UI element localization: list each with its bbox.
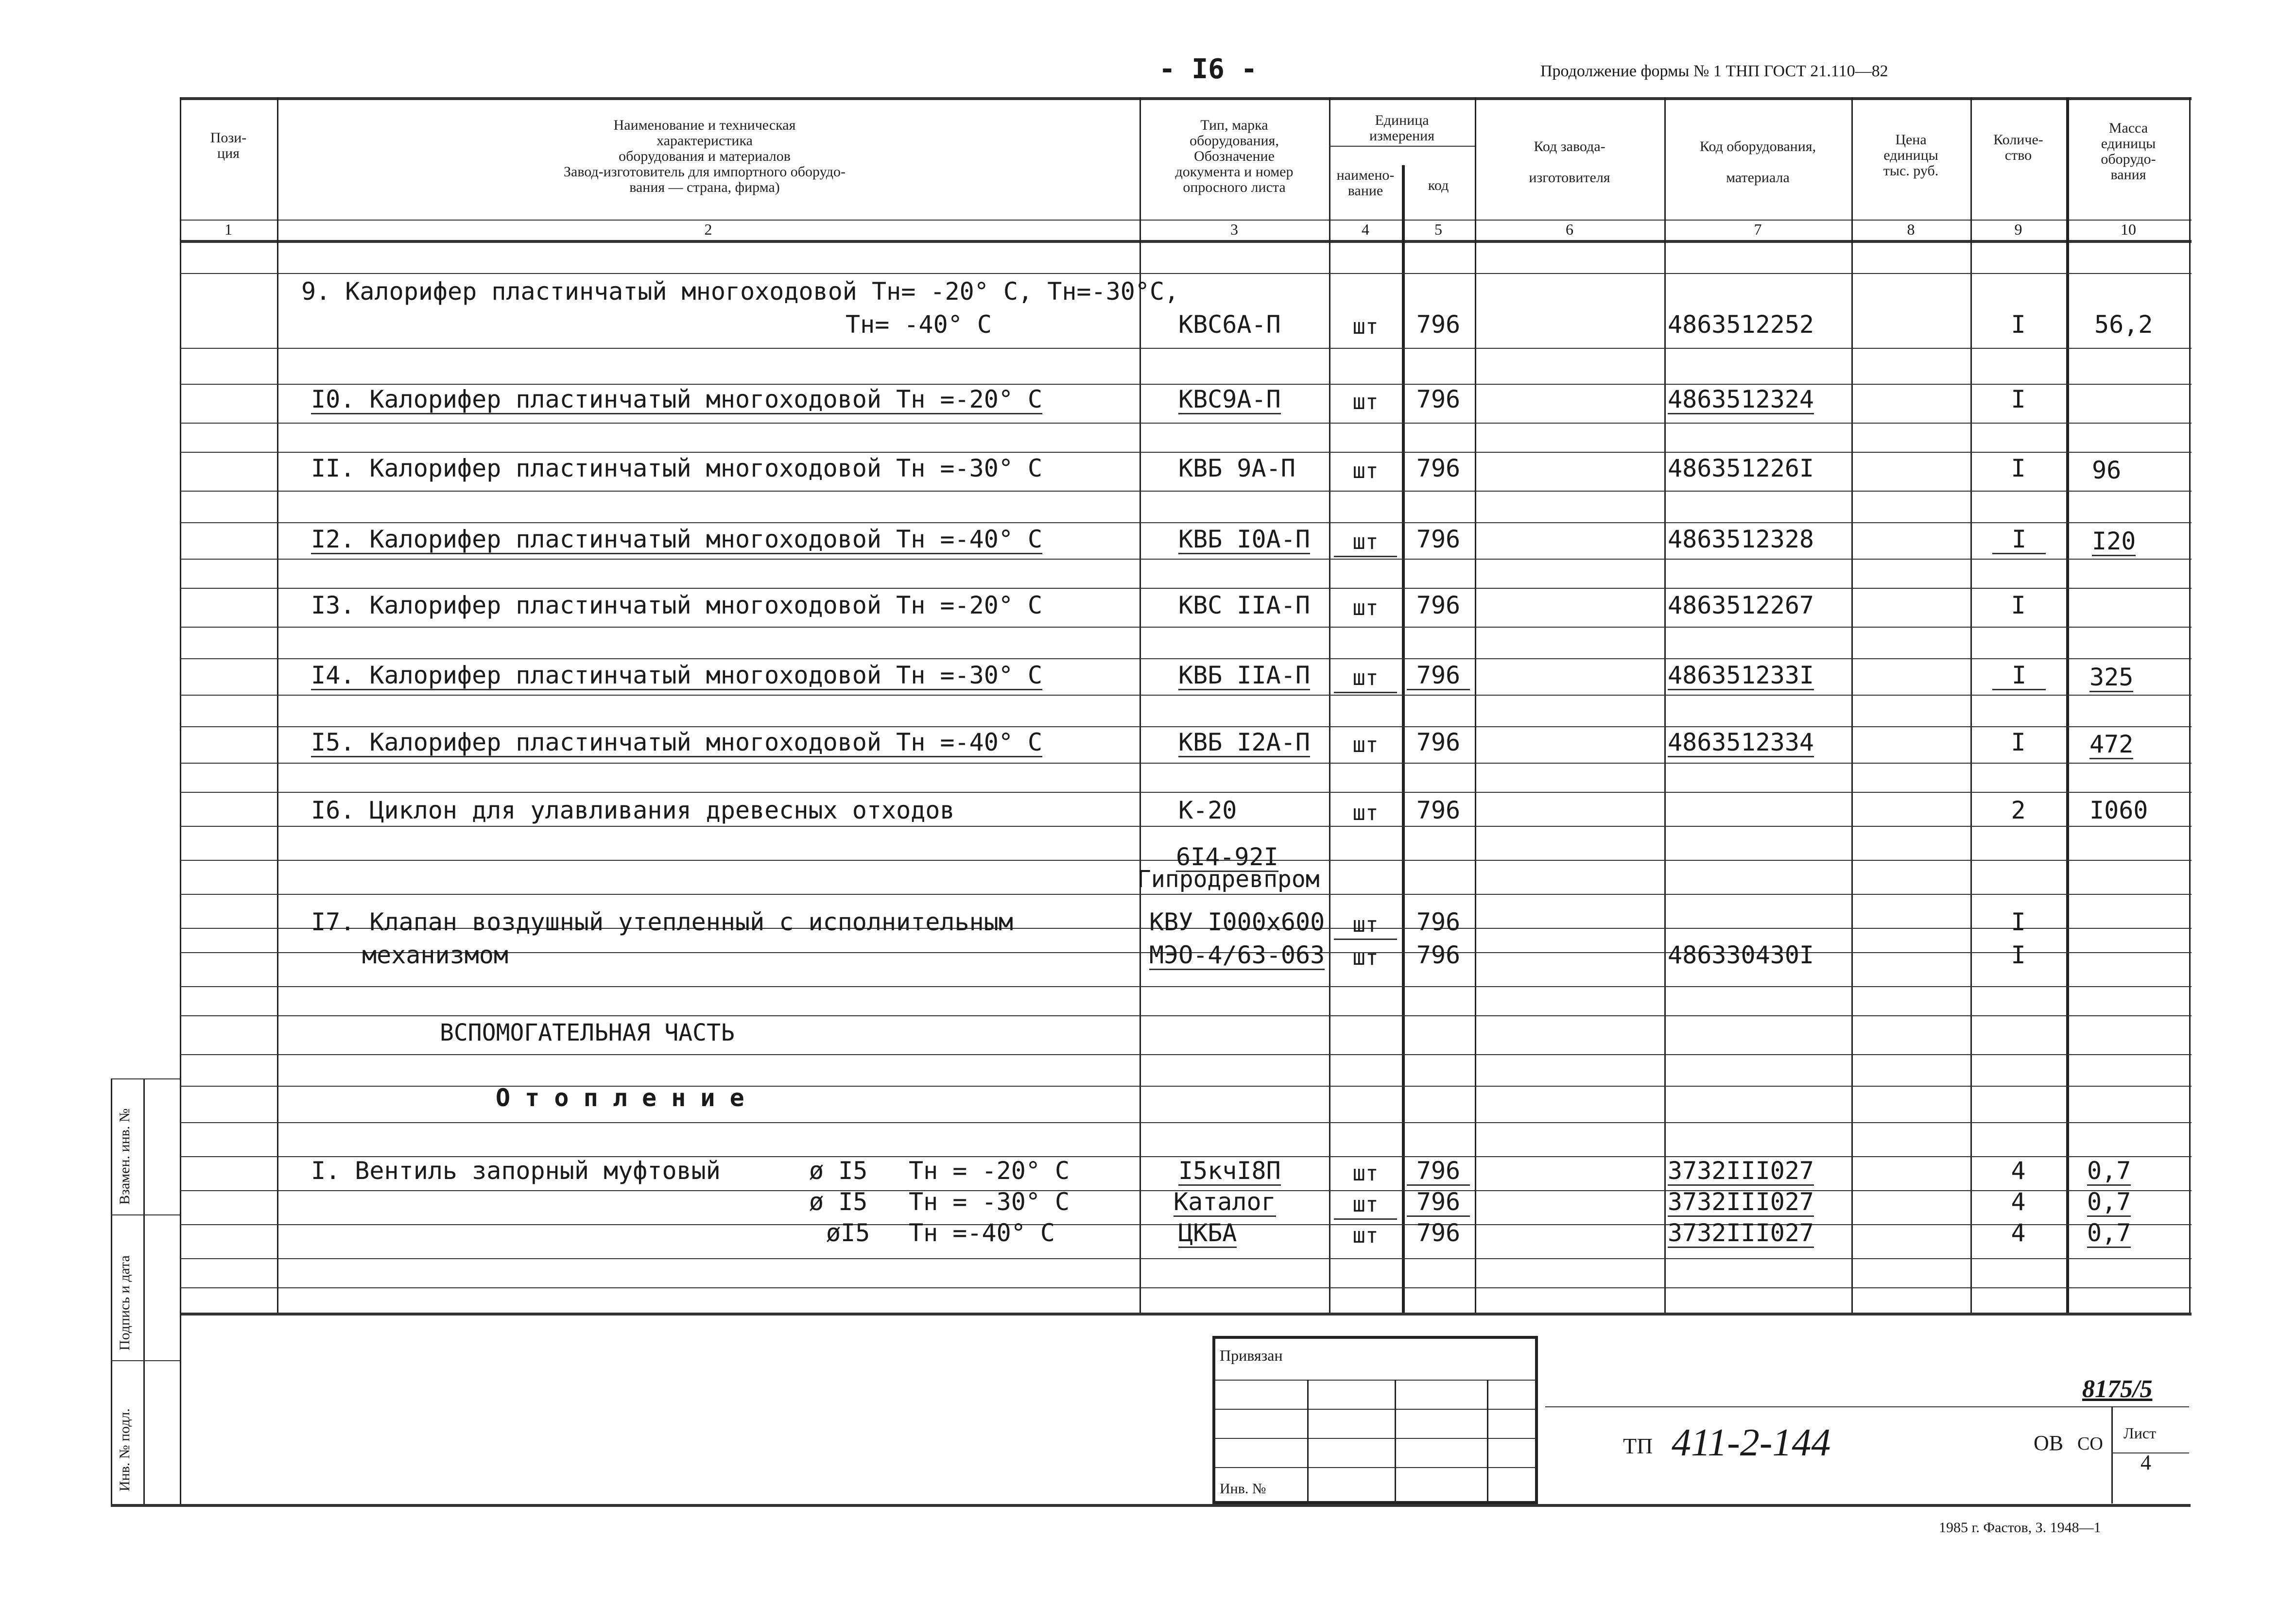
cyclone-doc: 6I4-92I xyxy=(1176,843,1278,871)
row-line xyxy=(180,1122,2192,1123)
row17-qty2: I xyxy=(2011,941,2026,969)
row16-qty: 2 xyxy=(2011,796,2026,824)
col-line-right xyxy=(2189,97,2191,1313)
header-name: Наименование и техническая характеристика оборудования и материалов Завод-изготовитель для импортного оборудо- вания — страна, фирма) xyxy=(564,117,846,195)
row-line xyxy=(180,452,2192,453)
row16-unit: шт xyxy=(1352,801,1379,825)
row14-code: 796 xyxy=(1407,662,1470,690)
vent-equip-1: 3732III027 xyxy=(1668,1157,1814,1185)
header-type: Тип, марка оборудования, Обозначение документа и номер опросного листа xyxy=(1175,117,1294,195)
row14-name: I4. Калорифер пластинчатый многоходовой Тн =-30° С xyxy=(311,661,1043,689)
table-bottom-border xyxy=(180,1313,2192,1316)
colnum-8: 8 xyxy=(1907,221,1915,238)
row-line xyxy=(180,627,2192,628)
row16-type: К-20 xyxy=(1178,796,1237,824)
row11-name: II. Калорифер пластинчатый многоходовой Тн =-30° С xyxy=(311,454,1043,482)
row10-code: 796 xyxy=(1416,385,1461,413)
row16-mass: I060 xyxy=(2089,796,2148,824)
colnum-3: 3 xyxy=(1230,221,1238,238)
colnum-9: 9 xyxy=(2014,221,2022,238)
colnum-6: 6 xyxy=(1566,221,1573,238)
vent-qty-3: 4 xyxy=(2011,1219,2026,1247)
vent-unit-3: шт xyxy=(1352,1223,1379,1248)
bound-stamp-col xyxy=(1487,1380,1488,1501)
row-line xyxy=(180,726,2192,727)
row-line xyxy=(180,1086,2192,1087)
col-line-left xyxy=(180,97,181,1504)
row10-name: I0. Калорифер пластинчатый многоходовой Тн =-20° С xyxy=(311,385,1043,413)
row9-name-line1: 9. Калорифер пластинчатый многоходовой Тн= -20° С, Тн=-30°С, xyxy=(301,277,1179,306)
row-line xyxy=(180,1015,2192,1016)
row12-type: КВБ I0А-П xyxy=(1178,525,1310,553)
side-stamp-mid xyxy=(143,1078,145,1504)
row15-name: I5. Калорифер пластинчатый многоходовой Тн =-40° С xyxy=(311,728,1043,756)
header-unit-code: код xyxy=(1428,177,1449,193)
row13-qty: I xyxy=(2011,591,2026,619)
row15-qty: I xyxy=(2011,728,2026,756)
row-line xyxy=(180,792,2192,793)
row12-equip: 4863512328 xyxy=(1668,525,1814,553)
vent-type-1: I5кчI8П xyxy=(1178,1157,1281,1185)
header-quantity: Количе- ство xyxy=(1993,132,2043,163)
title-block-top xyxy=(1545,1406,2189,1407)
row-line xyxy=(180,986,2192,987)
row12-code: 796 xyxy=(1416,525,1461,553)
row15-code: 796 xyxy=(1416,728,1461,756)
row13-equip: 4863512267 xyxy=(1668,591,1814,619)
header-position: Пози- ция xyxy=(210,130,247,161)
side-label-signature: Подпись и дата xyxy=(117,1255,133,1350)
row-line xyxy=(180,1258,2192,1259)
row13-type: КВС IIА-П xyxy=(1178,591,1310,619)
archive-number: 8175/5 xyxy=(2082,1375,2153,1403)
sheet-number: 4 xyxy=(2141,1451,2151,1474)
row10-qty: I xyxy=(2011,385,2026,413)
row11-type: КВБ 9А-П xyxy=(1178,454,1295,482)
row15-mass: 472 xyxy=(2089,730,2134,758)
row-line xyxy=(180,1054,2192,1055)
form-title: Продолжение формы № 1 ТНП ГОСТ 21.110—82 xyxy=(1540,62,1888,80)
row9-code: 796 xyxy=(1416,310,1461,339)
side-label-replacement: Взамен. инв. № xyxy=(117,1108,133,1205)
row9-type: КВС6А-П xyxy=(1178,310,1281,339)
sheet-label: Лист xyxy=(2123,1424,2157,1442)
vent-equip-3: 3732III027 xyxy=(1668,1219,1814,1247)
row17-qty1: I xyxy=(2011,908,2026,936)
row9-unit: шт xyxy=(1352,314,1379,339)
col-line-7 xyxy=(1851,97,1853,1313)
vent-type-2: Каталог xyxy=(1174,1188,1276,1216)
vent-unit-1: шт xyxy=(1352,1161,1379,1186)
row-line xyxy=(180,894,2192,895)
row17-unit1: шт xyxy=(1334,911,1397,940)
bound-stamp-col xyxy=(1307,1380,1309,1501)
row-line xyxy=(180,1287,2192,1288)
row17-equip: 486330430I xyxy=(1668,941,1814,969)
vent-code-1: 796 xyxy=(1407,1157,1470,1186)
col-line-3 xyxy=(1329,97,1330,1313)
side-label-inv-orig: Инв. № подл. xyxy=(117,1408,133,1491)
row-line xyxy=(180,763,2192,764)
row17-type1: КВУ I000х600 xyxy=(1149,908,1325,936)
title-co: СО xyxy=(2077,1434,2103,1454)
header-mass: Масса единицы оборудо- вания xyxy=(2101,120,2156,183)
page-number: - I6 - xyxy=(1159,53,1258,85)
vent-qty-1: 4 xyxy=(2011,1157,2026,1185)
row11-code: 796 xyxy=(1416,454,1461,482)
row12-mass: I20 xyxy=(2092,527,2136,555)
bound-stamp-label: Привязан xyxy=(1220,1347,1283,1364)
vent-mass-1: 0,7 xyxy=(2087,1157,2131,1185)
col-line-9 xyxy=(2066,97,2069,1313)
col-line-6 xyxy=(1664,97,1666,1313)
row11-unit: шт xyxy=(1352,459,1379,483)
row16-code: 796 xyxy=(1416,796,1461,824)
row10-unit: шт xyxy=(1352,390,1379,414)
row14-qty: I xyxy=(1992,662,2046,690)
vent-mass-3: 0,7 xyxy=(2087,1219,2131,1247)
row12-qty: I xyxy=(1992,526,2046,554)
row-line xyxy=(180,588,2192,589)
row17-code2: 796 xyxy=(1416,941,1461,969)
row17-name-line1: I7. Клапан воздушный утепленный с исполнительным xyxy=(311,908,1013,936)
vent-equip-2: 3732III027 xyxy=(1668,1188,1814,1216)
side-stamp-line xyxy=(111,1078,180,1079)
colnum-10: 10 xyxy=(2121,221,2136,238)
vent-code-2: 796 xyxy=(1407,1188,1470,1217)
print-footer: 1985 г. Фастов, З. 1948—1 xyxy=(1939,1520,2101,1536)
row11-mass: 96 xyxy=(2092,456,2122,484)
row15-equip: 4863512334 xyxy=(1668,728,1814,756)
title-ov: ОВ xyxy=(2034,1431,2064,1455)
row12-unit: шт xyxy=(1334,529,1397,557)
side-stamp-left xyxy=(111,1078,112,1504)
colnum-1: 1 xyxy=(224,221,232,238)
row11-equip: 486351226I xyxy=(1668,454,1814,482)
row15-unit: шт xyxy=(1352,733,1379,757)
header-factory-code: Код завода- изготовителя xyxy=(1529,138,1610,186)
colnum-bottom-border xyxy=(180,240,2192,243)
vent-dia-2: ø I5 xyxy=(809,1188,868,1216)
row13-unit: шт xyxy=(1352,596,1379,620)
colnum-7: 7 xyxy=(1754,221,1762,238)
unit-subheader-line xyxy=(1329,146,1475,147)
colnum-4: 4 xyxy=(1362,221,1369,238)
row-line xyxy=(180,491,2192,492)
row-line xyxy=(180,559,2192,560)
vent-type-3: ЦКБА xyxy=(1178,1219,1237,1247)
vent-temp-3: Тн =-40° С xyxy=(909,1219,1055,1247)
row-line xyxy=(180,348,2192,349)
row17-type2: МЭО-4/63-063 xyxy=(1149,941,1325,969)
row9-equip: 4863512252 xyxy=(1668,310,1814,339)
row-line xyxy=(180,273,2192,274)
page-bottom-border xyxy=(111,1504,2191,1507)
row-line xyxy=(180,522,2192,523)
header-unit: Единица измерения xyxy=(1369,112,1434,144)
vent-dia-3: øI5 xyxy=(826,1219,870,1247)
col-line-8 xyxy=(1970,97,1972,1313)
row9-mass: 56,2 xyxy=(2094,310,2153,339)
row16-name: I6. Циклон для улавливания древесных отходов xyxy=(311,796,955,824)
row14-unit: шт xyxy=(1334,665,1397,693)
row9-qty: I xyxy=(2011,310,2026,339)
colnum-2: 2 xyxy=(704,221,712,238)
row9-name-line2: Тн= -40° С xyxy=(846,310,992,339)
row10-type: КВС9А-П xyxy=(1178,385,1281,413)
tp-prefix: ТП xyxy=(1623,1434,1653,1458)
row13-name: I3. Калорифер пластинчатый многоходовой Тн =-20° С xyxy=(311,591,1043,619)
row12-name: I2. Калорифер пластинчатый многоходовой Тн =-40° С xyxy=(311,525,1043,553)
vent-qty-2: 4 xyxy=(2011,1188,2026,1216)
vent-temp-1: Тн = -20° С xyxy=(909,1157,1070,1185)
bound-stamp-col xyxy=(1395,1380,1396,1501)
col-line-5 xyxy=(1475,97,1476,1313)
row14-equip: 486351233I xyxy=(1668,661,1814,689)
vent-code-3: 796 xyxy=(1416,1219,1461,1247)
row-line xyxy=(180,826,2192,827)
row-line xyxy=(180,658,2192,659)
tp-number: 411-2-144 xyxy=(1672,1421,1831,1464)
col-line-1 xyxy=(277,97,278,1313)
row-line xyxy=(180,384,2192,385)
row13-code: 796 xyxy=(1416,591,1461,619)
heating-section-title: О т о п л е н и е xyxy=(496,1084,744,1112)
row11-qty: I xyxy=(2011,454,2026,482)
row17-code1: 796 xyxy=(1416,908,1461,936)
row-line xyxy=(180,695,2192,696)
row14-mass: 325 xyxy=(2089,663,2134,691)
vent-name: I. Вентиль запорный муфтовый xyxy=(311,1157,721,1185)
header-equipment-code: Код оборудования, материала xyxy=(1699,138,1816,186)
title-block-sheet-col xyxy=(2111,1406,2113,1503)
header-price: Цена единицы тыс. руб. xyxy=(1883,132,1939,179)
side-stamp-line xyxy=(111,1360,180,1361)
vent-mass-2: 0,7 xyxy=(2087,1188,2131,1216)
cyclone-org: Гипродревпром xyxy=(1137,866,1320,893)
side-stamp-line xyxy=(111,1214,180,1215)
vent-dia-1: ø I5 xyxy=(809,1157,868,1185)
bound-stamp-inv: Инв. № xyxy=(1220,1481,1266,1497)
row-line xyxy=(180,423,2192,424)
colnum-5: 5 xyxy=(1434,221,1442,238)
header-unit-name: наимено- вание xyxy=(1336,167,1395,199)
vent-unit-2: шт xyxy=(1334,1191,1397,1220)
row15-type: КВБ I2А-П xyxy=(1178,728,1310,756)
row10-equip: 4863512324 xyxy=(1668,385,1814,413)
row17-name-line2: механизмом xyxy=(362,941,509,969)
table-top-border xyxy=(180,97,2192,100)
aux-section-title: ВСПОМОГАТЕЛЬНАЯ ЧАСТЬ xyxy=(440,1019,735,1046)
vent-temp-2: Тн = -30° С xyxy=(909,1188,1070,1216)
row17-unit2: шт xyxy=(1352,945,1379,970)
row14-type: КВБ IIА-П xyxy=(1178,661,1310,689)
